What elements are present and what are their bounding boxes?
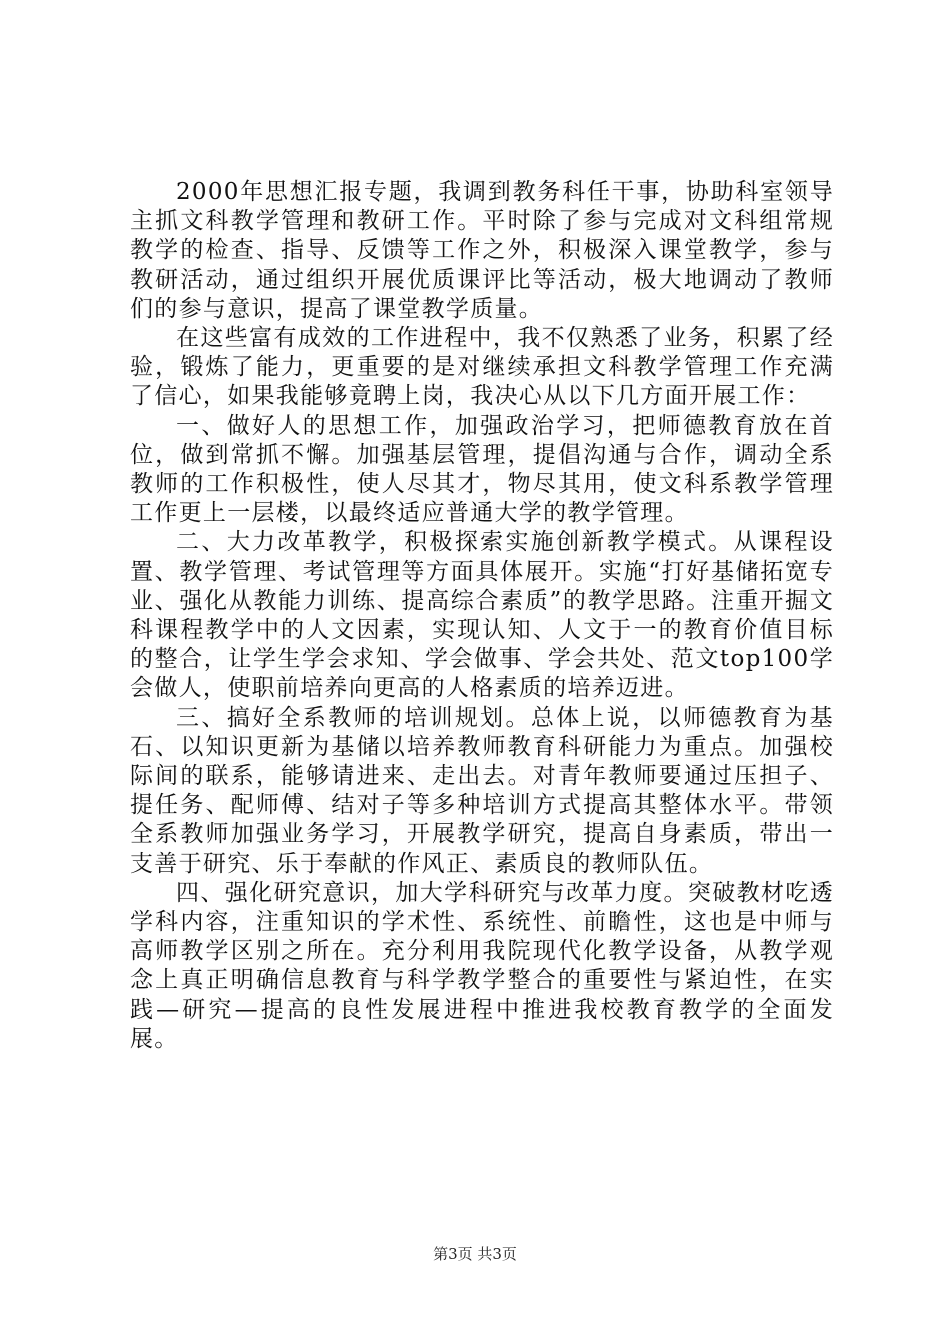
- paragraph-point-one: 一、做好人的思想工作，加强政治学习，把师德教育放在首位，做到常抓不懈。加强基层管理，提倡沟通与合作，调动全系教师的工作积极性，使人尽其才，物尽其用，使文科系教学管理工作更上一层楼，以最终适应普通大学的教学管理。: [130, 412, 834, 527]
- paragraph-point-two: 二、大力改革教学，积极探索实施创新教学模式。从课程设置、教学管理、考试管理等方面具体展开。实施“打好基储拓宽专业、强化从教能力训练、提高综合素质”的教学思路。注重开掘文科课程教学中的人文因素，实现认知、人文于一的教育价值目标的整合，让学生学会求知、学会做事、学会共处、范文top100学会做人，使职前培养向更高的人格素质的培养迈进。: [130, 529, 834, 702]
- paragraph-point-three: 三、搞好全系教师的培训规划。总体上说，以师德教育为基石、以知识更新为基储以培养教师教育科研能力为重点。加强校际间的联系，能够请进来、走出去。对青年教师要通过压担子、提任务、配师傅、结对子等多种培训方式提高其整体水平。带领全系教师加强业务学习，开展教学研究，提高自身素质，带出一支善于研究、乐于奉献的作风正、素质良的教师队伍。: [130, 704, 834, 877]
- document-body: [130, 178, 834, 1054]
- paragraph-point-four: 四、强化研究意识，加大学科研究与改革力度。突破教材吃透学科内容，注重知识的学术性、系统性、前瞻性，这也是中师与高师教学区别之所在。充分利用我院现代化教学设备，从教学观念上真正明确信息教育与科学教学整合的重要性与紧迫性，在实践—研究—提高的良性发展进程中推进我校教育教学的全面发展。: [130, 879, 834, 1052]
- paragraph-transition: 在这些富有成效的工作进程中，我不仅熟悉了业务，积累了经验，锻炼了能力，更重要的是对继续承担文科教学管理工作充满了信心，如果我能够竟聘上岗，我决心从以下几方面开展工作：: [130, 325, 834, 410]
- paragraph-intro: 2000年思想汇报专题，我调到教务科任干事，协助科室领导主抓文科教学管理和教研工作。平时除了参与完成对文科组常规教学的检查、指导、反馈等工作之外，积极深入课堂教学，参与教研活动，通过组织开展优质课评比等活动，极大地调动了教师们的参与意识，提高了课堂教学质量。: [130, 179, 834, 322]
- page-footer: 第3页 共3页: [433, 1245, 517, 1263]
